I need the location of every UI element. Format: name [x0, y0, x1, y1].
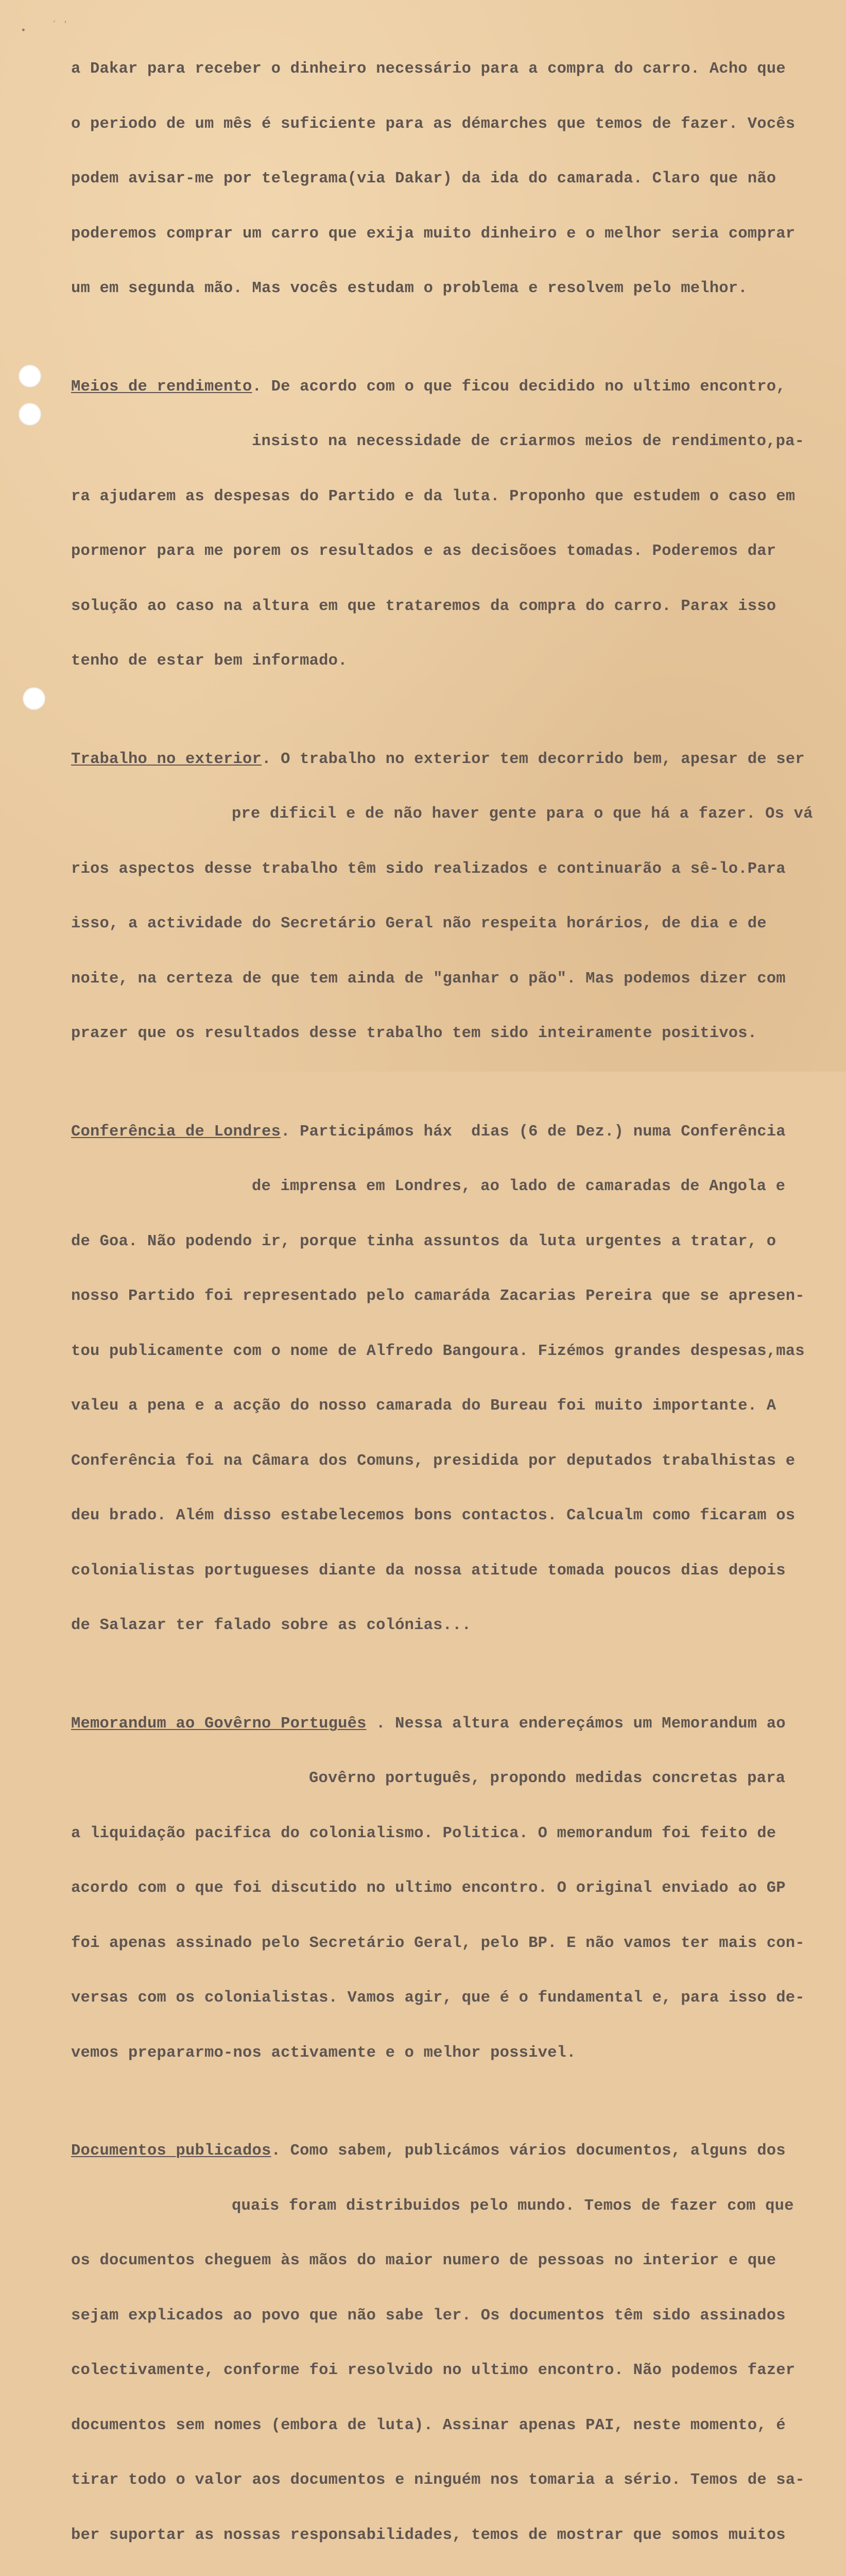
text-line [71, 1715, 843, 1734]
text-fragment: . O trabalho no exterior tem decorrido bem, apesar de ser [262, 750, 805, 768]
text-line: a liquidação pacifica do colonialismo. Politica. O memorandum foi feito de [71, 1824, 776, 1842]
text-line: ra ajudarem as despesas do Partido e da luta. Proponho que estudem o caso em [71, 487, 796, 505]
text-line: deu brado. Além disso estabelecemos bons contactos. Calcualm como ficaram os [71, 1507, 796, 1524]
text-fragment: . Participámos háx dias (6 de Dez.) numa Conferência [281, 1123, 786, 1141]
text-line: nosso Partido foi representado pelo camaráda Zacarias Pereira que se apresen- [71, 1287, 805, 1305]
text-line: colonialistas portugueses diante da nossa atitude tomada poucos dias depois [71, 1562, 786, 1580]
stray-mark: ˊ ʼ [51, 21, 68, 31]
paragraph-memorandum [71, 1679, 843, 2099]
section-heading: Meios de rendimento [71, 378, 252, 396]
text-line: tirar todo o valor aos documentos e ninguém nos tomaria a sério. Temos de sa- [71, 2471, 805, 2489]
text-fragment: . Nessa altura endereçámos um Memorandum ao [366, 1715, 786, 1733]
paragraph-conferencia-de-londres [71, 1087, 843, 1672]
text-line: isso, a actividade do Secretário Geral não respeita horários, de dia e de [71, 915, 767, 933]
text-line: sejam explicados ao povo que não sabe ler. Os documentos têm sido assinados [71, 2307, 786, 2325]
stray-mark: • [21, 26, 26, 36]
text-line: de Salazar ter falado sobre as colónias... [71, 1617, 472, 1634]
paragraph-meios-de-rendimento [71, 342, 843, 707]
text-line: ber suportar as nossas responsabilidades, temos de mostrar que somos muitos [71, 2526, 786, 2544]
text-line: documentos sem nomes (embora de luta). Assinar apenas PAI, neste momento, é [71, 2416, 786, 2434]
text-line: a Dakar para receber o dinheiro necessário para a compra do carro. Acho que [71, 60, 786, 78]
section-heading: Documentos publicados [71, 2142, 271, 2160]
text-fragment: . Como sabem, publicámos vários documentos, alguns dos [271, 2142, 786, 2160]
text-line: pormenor para me porem os resultados e as decisõoes tomadas. Poderemos dar [71, 543, 776, 560]
letter-body [71, 24, 843, 2576]
text-line: versas com os colonialistas. Vamos agir, que é o fundamental e, para isso de- [71, 1989, 805, 2007]
text-line: acordo com o que foi discutido no ultimo encontro. O original enviado ao GP [71, 1879, 786, 1897]
text-line: rios aspectos desse trabalho têm sido realizados e continuarão a sê-lo.Para [71, 860, 786, 878]
punch-hole-1 [19, 365, 41, 387]
text-line: solução ao caso na altura em que trataremos da compra do carro. Parax isso [71, 597, 776, 615]
text-line: noite, na certeza de que tem ainda de "ganhar o pão". Mas podemos dizer com [71, 970, 786, 988]
text-line: de imprensa em Londres, ao lado de camaradas de Angola e [252, 1178, 786, 1195]
paragraph-documentos-publicados [71, 2106, 843, 2576]
text-line: valeu a pena e a acção do nosso camarada do Bureau foi muito importante. A [71, 1397, 776, 1415]
text-line: quais foram distribuidos pelo mundo. Temos de fazer com que [232, 2197, 794, 2215]
text-line: tenho de estar bem informado. [71, 652, 348, 670]
text-line: de Goa. Não podendo ir, porque tinha assuntos da luta urgentes a tratar, o [71, 1232, 776, 1250]
text-fragment: . De acordo com o que ficou decidido no ultimo encontro, [252, 378, 786, 396]
text-line: foi apenas assinado pelo Secretário Geral, pelo BP. E não vamos ter mais con- [71, 1934, 805, 1952]
text-line [71, 1123, 843, 1142]
text-line: um em segunda mão. Mas vocês estudam o problema e resolvem pelo melhor. [71, 280, 748, 297]
text-line: insisto na necessidade de criarmos meios de rendimento,pa- [252, 433, 805, 450]
text-line: vemos prepararmo-nos activamente e o melhor possivel. [71, 2044, 576, 2062]
text-line: Conferência foi na Câmara dos Comuns, presidida por deputados trabalhistas e [71, 1452, 796, 1470]
text-line: os documentos cheguem às mãos do maior numero de pessoas no interior e que [71, 2252, 776, 2269]
text-line: pre dificil e de não haver gente para o que há a fazer. Os vá [232, 805, 813, 823]
text-line: tou publicamente com o nome de Alfredo Bangoura. Fizémos grandes despesas,mas [71, 1342, 805, 1360]
text-line: podem avisar-me por telegrama(via Dakar) da ida do camarada. Claro que não [71, 170, 776, 188]
section-heading: Trabalho no exterior [71, 750, 262, 768]
text-line [71, 751, 843, 769]
text-line [71, 378, 843, 397]
text-line: colectivamente, conforme foi resolvido no ultimo encontro. Não podemos fazer [71, 2362, 796, 2379]
section-heading: Conferência de Londres [71, 1123, 281, 1141]
paragraph-trabalho-no-exterior [71, 714, 843, 1080]
punch-hole-3 [23, 687, 45, 710]
text-line: o periodo de um mês é suficiente para as démarches que temos de fazer. Vocês [71, 115, 796, 133]
text-line: prazer que os resultados desse trabalho tem sido inteiramente positivos. [71, 1025, 757, 1042]
paragraph-intro [71, 24, 843, 335]
text-line: poderemos comprar um carro que exija muito dinheiro e o melhor seria comprar [71, 225, 796, 243]
section-heading: Memorandum ao Govêrno Português [71, 1715, 367, 1733]
punch-hole-2 [19, 403, 41, 426]
text-line: Govêrno português, propondo medidas concretas para [309, 1770, 786, 1787]
text-line [71, 2142, 843, 2161]
